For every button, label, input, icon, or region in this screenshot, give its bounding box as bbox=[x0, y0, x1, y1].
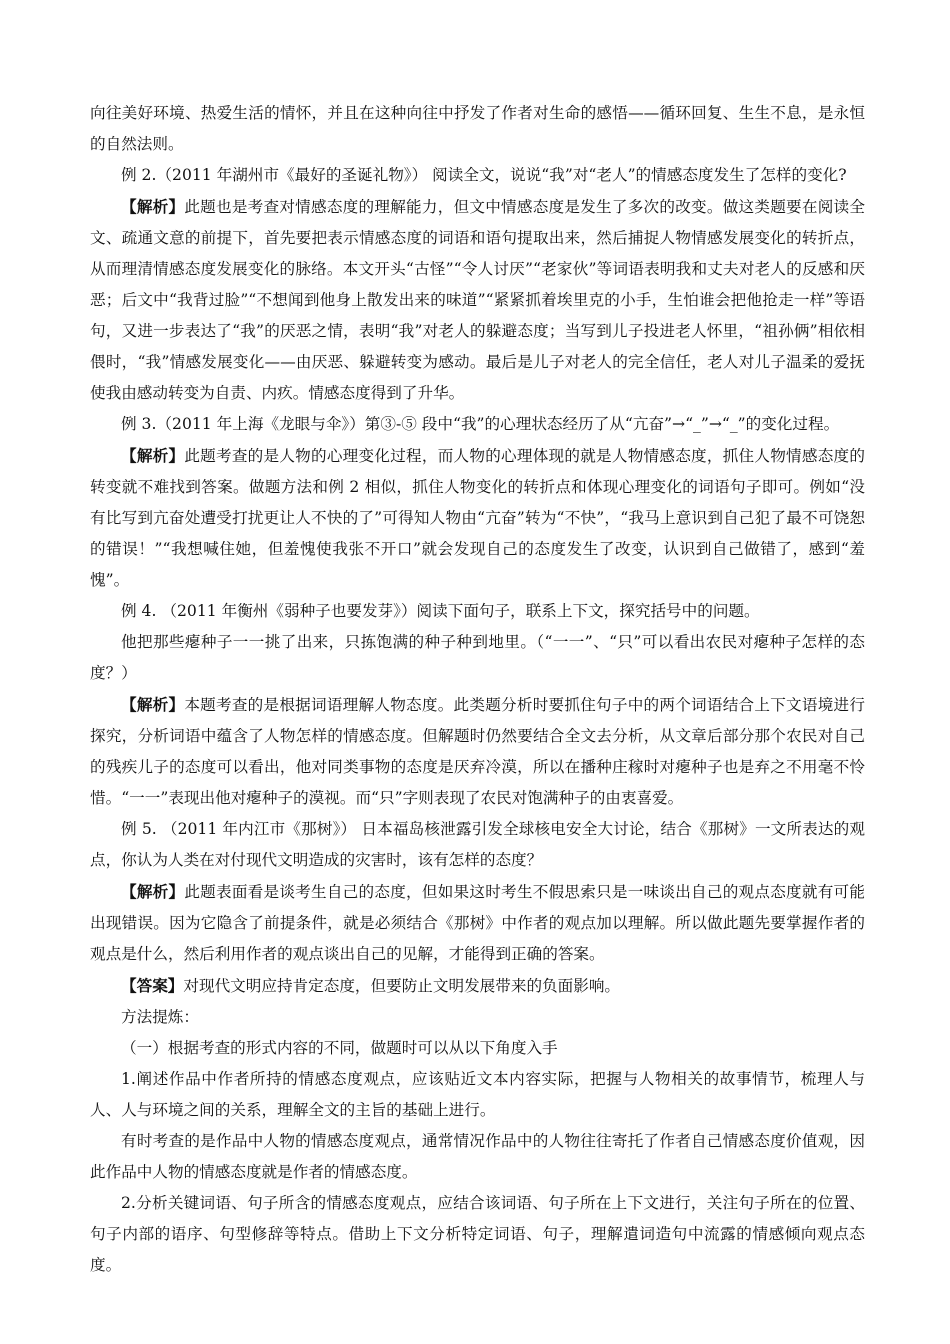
example-5-question: 例 5. （2011 年内江市《那树》） 日本福岛核泄露引发全球核电安全大讨论，结合《那树》一文所表达的观点，你认为人类在对付现代文明造成的灾害时，该有怎样的态度？ bbox=[90, 820, 865, 869]
method-point-2: 2.分析关键词语、句子所含的情感态度观点，应结合该词语、句子所在上下文进行，关注句子所在的位置、句子内部的语序、句型修辞等特点。借助上下文分析特定词语、句子，理解遣词造句中流露的情感倾向观点态度。 bbox=[90, 1194, 865, 1274]
document-body bbox=[90, 98, 865, 1281]
example-4-quote: 他把那些瘪种子一一挑了出来，只拣饱满的种子种到地里。（“一一”、“只”可以看出农民对瘪种子怎样的态度？） bbox=[90, 633, 865, 682]
analysis-text: 此题表面看是谈考生自己的态度，但如果这时考生不假思索只是一味谈出自己的观点态度就有可能出现错误。因为它隐含了前提条件，就是必须结合《那树》中作者的观点加以理解。所以做此题先要掌握作者的观点是什么，然后利用作者的观点谈出自己的见解，才能得到正确的答案。 bbox=[90, 883, 865, 963]
example-3-analysis bbox=[90, 440, 865, 596]
analysis-label: 【解析】 bbox=[121, 882, 185, 901]
answer-label: 【答案】 bbox=[121, 976, 184, 995]
analysis-label: 【解析】 bbox=[121, 446, 185, 465]
paragraph-intro-continuation: 向往美好环境、热爱生活的情怀，并且在这种向往中抒发了作者对生命的感悟——循环回复、生生不息，是永恒的自然法则。 bbox=[90, 104, 865, 153]
example-4-question: 例 4. （2011 年衡州《弱种子也要发芽》）阅读下面句子，联系上下文，探究括号中的问题。 bbox=[121, 602, 760, 620]
analysis-text: 此题考查的是人物的心理变化过程，而人物的心理体现的就是人物情感态度，抓住人物情感态度的转变就不难找到答案。做题方法和例 2 相似，抓住人物变化的转折点和体现心理变化的词语句子即可。例如“没有比写到亢奋处遭受打扰更让人不快的了”可得知人物由“亢奋”转为“不快”，“我马上意识到自己犯了最不可饶恕的错误！”“我想喊住她，但羞愧使我张不开口”就会发现自己的态度发生了改变，认识到自己做错了，感到“羞愧”。 bbox=[90, 447, 865, 589]
method-point-1-note: 有时考查的是作品中人物的情感态度观点，通常情况作品中的人物往往寄托了作者自己情感态度价值观，因此作品中人物的情感态度就是作者的情感态度。 bbox=[90, 1132, 865, 1181]
example-3-question: 例 3.（2011 年上海《龙眼与伞》）第③-⑤ 段中“我”的心理状态经历了从“亢奋”→“_”→“_”的变化过程。 bbox=[121, 415, 840, 433]
analysis-text: 此题也是考查对情感态度的理解能力，但文中情感态度是发生了多次的改变。做这类题要在阅读全文、疏通文意的前提下，首先要把表示情感态度的词语和语句提取出来，然后捕捉人物情感发展变化的转折点，从而理清情感态度发展变化的脉络。本文开头“古怪”“令人讨厌”“老家伙”等词语表明我和丈夫对老人的反感和厌恶；后文中“我背过脸”“不想闻到他身上散发出来的味道”“紧紧抓着埃里克的小手，生怕谁会把他抢走一样”等语句，又进一步表达了“我”的厌恶之情，表明“我”对老人的躲避态度；当写到儿子投进老人怀里，“祖孙俩”相依相偎时，“我”情感发展变化——由厌恶、躲避转变为感动。最后是儿子对老人的完全信任，老人对儿子温柔的爱抚使我由感动转变为自责、内疚。情感态度得到了升华。 bbox=[90, 198, 865, 402]
example-2-question: 例 2.（2011 年湖州市《最好的圣诞礼物》） 阅读全文，说说“我”对“老人”的情感态度发生了怎样的变化? bbox=[121, 166, 847, 184]
method-subheading: （一）根据考查的形式内容的不同，做题时可以从以下角度入手 bbox=[121, 1039, 558, 1057]
answer-text: 对现代文明应持肯定态度，但要防止文明发展带来的负面影响。 bbox=[183, 977, 621, 995]
analysis-label: 【解析】 bbox=[121, 695, 185, 714]
method-point-1: 1.阐述作品中作者所持的情感态度观点，应该贴近文本内容实际，把握与人物相关的故事情节，梳理人与人、人与环境之间的关系，理解全文的主旨的基础上进行。 bbox=[90, 1070, 865, 1119]
analysis-label: 【解析】 bbox=[121, 197, 185, 216]
analysis-text: 本题考查的是根据词语理解人物态度。此类题分析时要抓住句子中的两个词语结合上下文语境进行探究，分析词语中蕴含了人物怎样的情感态度。但解题时仍然要结合全文去分析，从文章后部分那个农民对自己的残疾儿子的态度可以看出，他对同类事物的态度是厌弃冷漠，所以在播种庄稼时对瘪种子也是弃之不用毫不怜惜。“一一”表现出他对瘪种子的漠视。而“只”字则表现了农民对饱满种子的由衷喜爱。 bbox=[90, 696, 865, 807]
example-5-answer bbox=[90, 970, 865, 1002]
example-5-analysis bbox=[90, 876, 865, 970]
method-heading: 方法提炼： bbox=[121, 1008, 199, 1026]
example-4-analysis bbox=[90, 689, 865, 814]
example-2-analysis bbox=[90, 191, 865, 409]
